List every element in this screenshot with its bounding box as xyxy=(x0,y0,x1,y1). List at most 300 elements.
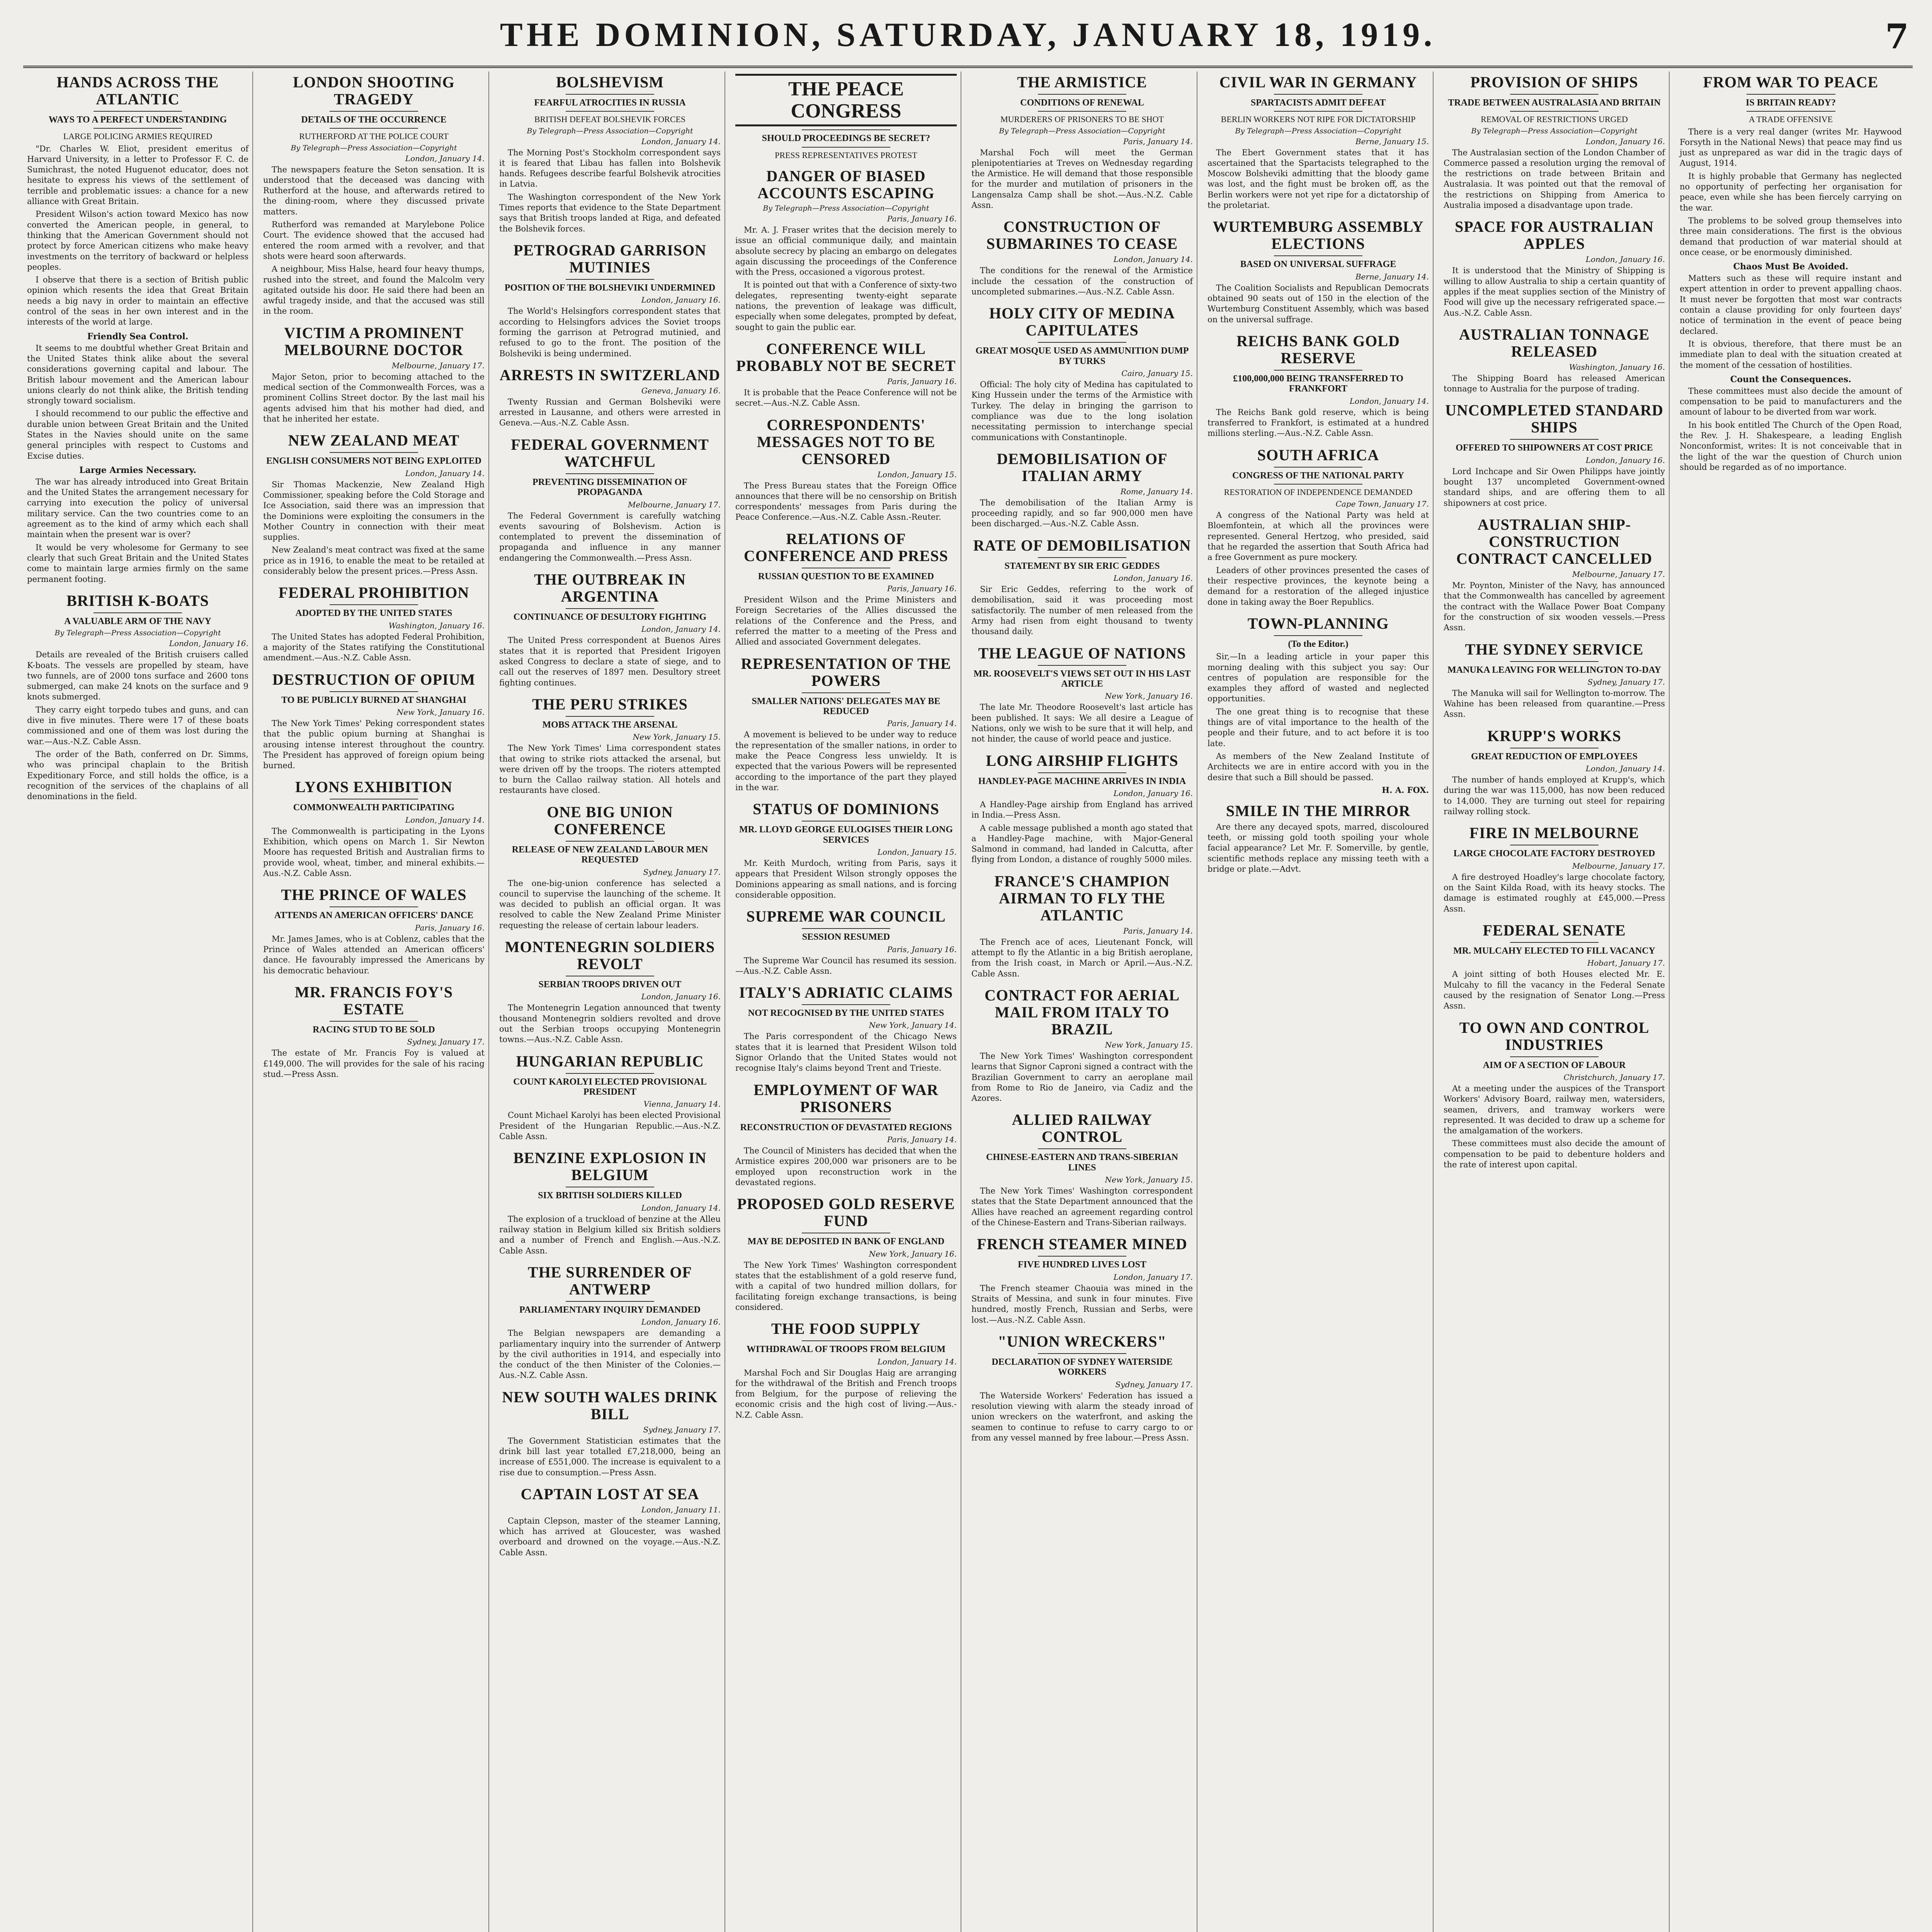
article-headline: FEDERAL PROHIBITION xyxy=(278,584,469,602)
article-dateline: Sydney, January 17. xyxy=(1115,1379,1193,1389)
article-dateline: Paris, January 14. xyxy=(1123,136,1193,146)
article-headline: MONTENEGRIN SOLDIERS REVOLT xyxy=(505,938,715,973)
article-paragraph: Leaders of other provinces presented the cases of their respective provinces, the keynote being a demand for a restoration of the alleged injustice done in taking away the Boer Republics. xyxy=(1208,565,1429,607)
article-paragraph: "Dr. Charles W. Eliot, president emeritus of Harvard University, in a letter to Professor F. C. de Sumichrast, the noted Huguenot educator, does not hesitate to express his views of the settlement of terrible and problematic issues: a chance for a new alliance with Great Britain. xyxy=(27,144,248,206)
article-paragraph: These committees must also decide the amount of compensation to be paid to manufacturers and the amount of labour to be diverted from war work. xyxy=(1680,386,1902,417)
article xyxy=(1444,825,1665,914)
article-dateline: Cairo, January 15. xyxy=(1121,369,1193,378)
article-section-heading: Count the Consequences. xyxy=(1730,374,1852,384)
article-paragraph: Marshal Foch and Sir Douglas Haig are arranging for the withdrawal of the British and French troops from Belgium, for the purpose of relieving the economic crisis and the high cost of living.—Aus.-N.Z. Cable Assn. xyxy=(735,1368,957,1420)
article-headline: NEW SOUTH WALES DRINK BILL xyxy=(502,1388,718,1423)
article-dateline: Paris, January 16. xyxy=(887,376,957,386)
headline-rule xyxy=(1038,1256,1126,1257)
article-subheadline: TRADE BETWEEN AUSTRALASIA AND BRITAIN xyxy=(1448,98,1661,108)
article-headline: BRITISH K-BOATS xyxy=(66,592,209,609)
article xyxy=(499,696,721,796)
column xyxy=(495,71,725,1932)
article-dateline: Hobart, January 17. xyxy=(1587,958,1665,968)
article-subheadline: PREVENTING DISSEMINATION OF PROPAGANDA xyxy=(532,477,687,498)
article xyxy=(735,908,957,976)
article xyxy=(499,367,721,429)
article-subheadline: SIX BRITISH SOLDIERS KILLED xyxy=(538,1190,682,1201)
article-dateline: Washington, January 16. xyxy=(1569,362,1665,372)
article-dateline: Washington, January 16. xyxy=(388,621,485,630)
article-headline: BOLSHEVISM xyxy=(556,73,664,91)
article xyxy=(1444,218,1665,318)
article-dateline: Rome, January 14. xyxy=(1120,486,1193,496)
article-headline: STATUS OF DOMINIONS xyxy=(753,800,939,818)
article-dateline: Melbourne, January 17. xyxy=(1572,861,1665,871)
article-paragraph: Twenty Russian and German Bolsheviki were arrested in Lausanne, and others were arrested in Geneva.—Aus.-N.Z. Cable Assn. xyxy=(499,397,721,428)
article xyxy=(1208,74,1429,211)
article-paragraph: The order of the Bath, conferred on Dr. Simms, who was principal chaplain to the British Expeditionary Force, and still holds the office, is a recognition of the services of the chaplains of all denominations in the field. xyxy=(27,749,248,801)
article-paragraph: Sir Eric Geddes, referring to the work of demobilisation, said it was proceeding most satisfactorily. The number of men released from the Army had risen from eight thousand to twenty thousand daily. xyxy=(971,585,1193,636)
article-headline: BENZINE EXPLOSION IN BELGIUM xyxy=(513,1149,707,1184)
article-paragraph: Rutherford was remanded at Marylebone Police Court. The evidence showed that the accused had entered the room armed with a revolver, and that shots were heard soon afterwards. xyxy=(263,220,485,261)
headline-rule xyxy=(1274,255,1362,256)
article-subheadline: IS BRITAIN READY? xyxy=(1746,98,1836,108)
headline-rule xyxy=(1510,439,1599,440)
article-dateline: Melbourne, January 17. xyxy=(391,361,485,370)
article-paragraph: The New York Times' Washington correspondent learns that Signor Caproni signed a contract with the Brazilian Government to carry an aeroplane mail from Rome to Rio de Janeiro, via Cadiz and the Azores. xyxy=(971,1051,1193,1103)
article-section-heading: Friendly Sea Control. xyxy=(87,331,189,342)
article-paragraph: Captain Clepson, master of the steamer Lanning, which has arrived at Gloucester, was washed overboard and drowned on the voyage.—Aus.-N.Z. Cable Assn. xyxy=(499,1516,721,1557)
article-headline: FRANCE'S CHAMPION AIRMAN TO FLY THE ATLANTIC xyxy=(994,872,1170,924)
article xyxy=(1444,641,1665,720)
article-headline: HUNGARIAN REPUBLIC xyxy=(516,1052,704,1070)
headline-rule xyxy=(1510,661,1599,662)
article xyxy=(1208,218,1429,325)
article xyxy=(735,74,957,160)
headline-rule xyxy=(566,1301,654,1302)
column xyxy=(23,71,253,1932)
article-paragraph: The Supreme War Council has resumed its session.—Aus.-N.Z. Cable Assn. xyxy=(735,956,957,976)
article-section-heading: Large Armies Necessary. xyxy=(79,465,196,475)
article-headline: THE ARMISTICE xyxy=(1017,73,1147,91)
article xyxy=(1680,74,1902,473)
headline-rule xyxy=(330,1021,418,1022)
article xyxy=(499,939,721,1045)
article-paragraph: It would be very wholesome for Germany to see clearly that such Great Britain and the United States come to maintain large armies firmly on the same permanent footing. xyxy=(27,543,248,584)
article xyxy=(1444,728,1665,817)
masthead-title: THE DOMINION, SATURDAY, JANUARY 18, 1919. xyxy=(500,16,1436,54)
article-headline: TOWN-PLANNING xyxy=(1247,614,1389,632)
article-subheadline: BERLIN WORKERS NOT RIPE FOR DICTATORSHIP xyxy=(1221,114,1416,124)
article-dateline: London, January 14. xyxy=(877,1357,957,1366)
article-headline: DEMOBILISATION OF ITALIAN ARMY xyxy=(997,450,1168,485)
article-dateline: Paris, January 14. xyxy=(1123,926,1193,935)
article-headline: WURTEMBURG ASSEMBLY ELECTIONS xyxy=(1213,218,1424,253)
article-headline: CIVIL WAR IN GERMANY xyxy=(1219,73,1417,91)
article-dateline: Paris, January 16. xyxy=(887,944,957,954)
article-byline: By Telegraph—Press Association—Copyright xyxy=(527,126,693,135)
article-headline: FIRE IN MELBOURNE xyxy=(1469,824,1639,842)
newspaper-page xyxy=(23,8,1913,1932)
article-subheadline: ENGLISH CONSUMERS NOT BEING EXPLOITED xyxy=(266,456,481,466)
article-subheadline: RUTHERFORD AT THE POLICE COURT xyxy=(299,131,449,141)
article-headline: ALLIED RAILWAY CONTROL xyxy=(1012,1111,1153,1146)
article-headline: RELATIONS OF CONFERENCE AND PRESS xyxy=(744,530,948,565)
article-headline: EMPLOYMENT OF WAR PRISONERS xyxy=(753,1081,939,1116)
article-paragraph: The problems to be solved group themselves into three main considerations. The first is the obvious demand that production of war material should at once cease, or be enormously diminished. xyxy=(1680,216,1902,257)
headline-rule xyxy=(330,604,418,605)
article-subheadline: COUNT KAROLYI ELECTED PROVISIONAL PRESIDENT xyxy=(513,1077,707,1097)
article xyxy=(499,74,721,234)
article-headline: "UNION WRECKERS" xyxy=(998,1332,1167,1350)
headline-rule xyxy=(1510,111,1599,112)
article xyxy=(735,1196,957,1313)
article-paragraph: The conditions for the renewal of the Armistice include the cessation of the construction of uncompleted submarines.—Aus.-N.Z. Cable Assn. xyxy=(971,266,1193,296)
article-paragraph: Mr. Poynton, Minister of the Navy, has announced that the Commonwealth has cancelled by agreement the contract with the Wallace Power Boat Company for the construction of six wooden vessels.—Press Assn. xyxy=(1444,581,1665,633)
headline-rule xyxy=(94,612,182,613)
headline-rule xyxy=(1274,484,1362,485)
headline-rule xyxy=(802,1004,890,1005)
article-headline: CAPTAIN LOST AT SEA xyxy=(520,1485,699,1503)
article-byline: By Telegraph—Press Association—Copyright xyxy=(291,143,457,152)
article-paragraph: The Manuka will sail for Wellington to-morrow. The Wahine has been released from quarantine.—Press Assn. xyxy=(1444,688,1665,719)
article-paragraph: Sir Thomas Mackenzie, New Zealand High Commissioner, speaking before the Cold Storage and Ice Association, said there was an impression that the Dominions were exploiting the consumers in the Mother Country in connection with their meat supplies. xyxy=(263,480,485,542)
article xyxy=(971,645,1193,745)
article xyxy=(971,537,1193,637)
article-subheadline: DETAILS OF THE OCCURRENCE xyxy=(301,115,447,125)
headline-rule xyxy=(1038,557,1126,558)
article xyxy=(735,417,957,523)
headline-rule xyxy=(1510,1056,1599,1057)
article-headline: FRENCH STEAMER MINED xyxy=(977,1235,1187,1253)
article-paragraph: President Wilson and the Prime Ministers and Foreign Secretaries of the Allies discussed the relations of the Conference and the Press, and referred the matter to a meeting of the Press and Allied and associated Government delegates. xyxy=(735,595,957,647)
headline-rule xyxy=(1038,1148,1126,1149)
article-headline: DANGER OF BIASED ACCOUNTS ESCAPING xyxy=(757,167,935,202)
article-paragraph: Are there any decayed spots, marred, discoloured teeth, or missing gold tooth spoiling your whole facial appearance? Let Mr. F. Somerville, by gentle, scientific methods replace any missing teeth with a bridge or plate.—Advt. xyxy=(1208,822,1429,874)
article-dateline: Melbourne, January 17. xyxy=(628,500,721,509)
article-paragraph: There is a very real danger (writes Mr. Haywood Forsyth in the National News) that peace may find us just as unprepared as war did in the tragic days of August, 1914. xyxy=(1680,127,1902,168)
article-dateline: London, January 16. xyxy=(169,639,248,648)
article-paragraph: The Belgian newspapers are demanding a parliamentary inquiry into the surrender of Antwerp by the civil authorities in 1914, and especially into the conduct of the then Minister of the Colonies.—Aus.-N.Z. Cable Assn. xyxy=(499,1328,721,1380)
headline-rule xyxy=(802,1340,890,1341)
headline-rule xyxy=(566,94,654,95)
article-paragraph: The one great thing is to recognise that these things are of vital importance to the health of the people and their future, and to act before it is too late. xyxy=(1208,707,1429,748)
column xyxy=(259,71,489,1932)
article-paragraph: The New York Times' Washington correspondent states that the State Department announced that the Allies have reached an agreement regarding control of the Chinese-Eastern and Trans-Siberian railways. xyxy=(971,1186,1193,1228)
article-paragraph: New Zealand's meat contract was fixed at the same price as in 1916, to enable the meat to be retailed at considerably below the present prices.—Press Assn. xyxy=(263,545,485,576)
article-paragraph: The late Mr. Theodore Roosevelt's last article has been published. It says: We all desire a League of Nations, only we wish to be sure that it will help, and not hinder, the cause of world peace and justice. xyxy=(971,702,1193,744)
article-dateline: New York, January 15. xyxy=(633,732,721,742)
article-subheadline: CONGRESS OF THE NATIONAL PARTY xyxy=(1232,470,1404,481)
article-dateline: Berne, January 14. xyxy=(1355,272,1429,281)
article-dateline: London, January 16. xyxy=(1585,255,1665,264)
article xyxy=(1208,447,1429,607)
article-headline: DESTRUCTION OF OPIUM xyxy=(272,670,476,688)
article-subheadline: ADOPTED BY THE UNITED STATES xyxy=(295,608,452,619)
article-dateline: London, January 15. xyxy=(877,469,957,479)
column xyxy=(1440,71,1670,1932)
article xyxy=(263,432,485,577)
article-paragraph: The Ebert Government states that it has ascertained that the Spartacists telegraphed to the Moscow Bolsheviki admitting that the bloody game was lost, and the fight must be broken off, as the Berlin workers were not yet ripe for a dictatorship of the proletariat. xyxy=(1208,148,1429,210)
article-subheadline: SPARTACISTS ADMIT DEFEAT xyxy=(1250,98,1386,108)
article xyxy=(735,984,957,1074)
article xyxy=(971,1111,1193,1228)
article-subheadline: MR. LLOYD GEORGE EULOGISES THEIR LONG SERVICES xyxy=(739,825,953,845)
article-subheadline: CHINESE-EASTERN AND TRANS-SIBERIAN LINES xyxy=(986,1152,1178,1173)
article-headline: AUSTRALIAN TONNAGE RELEASED xyxy=(1459,325,1650,360)
article xyxy=(1444,1019,1665,1170)
article-dateline: Paris, January 14. xyxy=(887,1135,957,1145)
article-subheadline: CONTINUANCE OF DESULTORY FIGHTING xyxy=(513,612,707,622)
article-paragraph: At a meeting under the auspices of the Transport Workers' Advisory Board, railway men, watersiders, seamen, drivers, and tramway workers were represented. It was decided to draw up a scheme for the amalgamation of the workers. xyxy=(1444,1083,1665,1136)
article-headline: REICHS BANK GOLD RESERVE xyxy=(1236,332,1400,367)
article-byline: By Telegraph—Press Association—Copyright xyxy=(54,629,221,638)
article xyxy=(735,655,957,793)
article-paragraph: The newspapers feature the Seton sensation. It is understood that the deceased was dancing with Rutherford at the house, and afterwards retired to the dining-room, where they discussed private matters. xyxy=(263,165,485,216)
article-headline: ONE BIG UNION CONFERENCE xyxy=(547,803,673,838)
article-dateline: New York, January 15. xyxy=(1105,1040,1193,1049)
headline-rule xyxy=(1510,94,1599,95)
article-subheadline: COMMONWEALTH PARTICIPATING xyxy=(293,803,455,813)
headline-rule xyxy=(330,906,418,907)
article-paragraph: A fire destroyed Hoadley's large chocolate factory, on the Saint Kilda Road, with its heavy stocks. The damage is estimated roughly at £45,000.—Press Assn. xyxy=(1444,872,1665,913)
article-dateline: Geneva, January 16. xyxy=(641,386,721,395)
article-paragraph: The explosion of a truckload of benzine at the Alleu railway station in Belgium killed six British soldiers and a number of French and English.—Aus.-N.Z. Cable Assn. xyxy=(499,1214,721,1255)
article-headline: CONSTRUCTION OF SUBMARINES TO CEASE xyxy=(986,218,1178,253)
article-headline: UNCOMPLETED STANDARD SHIPS xyxy=(1445,401,1663,436)
article-paragraph: The Waterside Workers' Federation has issued a resolution viewing with alarm the steady inroad of union wreckers on the waterfront, and asking the seamen to continue to refuse to carry cargo to or from any vessel manned by free labour.—Press Assn. xyxy=(971,1391,1193,1442)
article xyxy=(971,1236,1193,1325)
article-dateline: London, January 14. xyxy=(1585,764,1665,774)
article-dateline: London, January 16. xyxy=(1585,455,1665,465)
article-headline: PROPOSED GOLD RESERVE FUND xyxy=(737,1195,955,1230)
headline-rule xyxy=(566,473,654,474)
article-headline: REPRESENTATION OF THE POWERS xyxy=(741,655,951,689)
article-paragraph: It is understood that the Ministry of Shipping is willing to allow Australia to ship a certain quantity of apples if the meat supplies section of the Ministry of Food will give up the necessary refrigerated space.—Aus.-N.Z. Cable Assn. xyxy=(1444,266,1665,318)
article-subheadline: CONDITIONS OF RENEWAL xyxy=(1020,98,1144,108)
article-subheadline: RACING STUD TO BE SOLD xyxy=(313,1024,435,1035)
article-headline: SPACE FOR AUSTRALIAN APPLES xyxy=(1455,218,1654,253)
article xyxy=(735,801,957,900)
article-dateline: Paris, January 16. xyxy=(415,923,485,932)
article-headline: LYONS EXHIBITION xyxy=(295,778,452,796)
article-subheadline: MAY BE DEPOSITED IN BANK OF ENGLAND xyxy=(747,1236,945,1247)
article-headline: THE PEACE CONGRESS xyxy=(735,74,957,126)
article-headline: CONTRACT FOR AERIAL MAIL FROM ITALY TO BRAZIL xyxy=(985,986,1180,1038)
article-paragraph: Details are revealed of the British cruisers called K-boats. The vessels are propelled by steam, have two funnels, are of 2000 tons surface and 2600 tons submerged, can make 24 knots on the surface and 9 knots submerged. xyxy=(27,650,248,702)
article-dateline: Berne, January 15. xyxy=(1355,136,1429,146)
article-headline: FEDERAL GOVERNMENT WATCHFUL xyxy=(511,435,709,470)
article xyxy=(1444,326,1665,395)
article-dateline: London, January 15. xyxy=(877,847,957,857)
article-subheadline: NOT RECOGNISED BY THE UNITED STATES xyxy=(748,1008,944,1019)
article-paragraph: The Federal Government is carefully watching events savouring of Bolshevism. Action is contemplated to prevent the dissemination of propaganda and influence in any manner endangering the Commonwealth.—Press Assn. xyxy=(499,511,721,563)
article-dateline: New York, January 14. xyxy=(869,1020,957,1030)
headline-rule xyxy=(566,716,654,717)
article xyxy=(971,873,1193,979)
article-subheadline: LARGE CHOCOLATE FACTORY DESTROYED xyxy=(1453,849,1655,859)
article-dateline: Paris, January 16. xyxy=(887,584,957,594)
article-subheadline: MR. MULCAHY ELECTED TO FILL VACANCY xyxy=(1453,946,1655,956)
article-headline: CONFERENCE WILL PROBABLY NOT BE SECRET xyxy=(736,340,956,374)
article-headline: THE OUTBREAK IN ARGENTINA xyxy=(534,570,686,605)
article-dateline: Sydney, January 17. xyxy=(643,1425,721,1434)
article-paragraph: A congress of the National Party was held at Bloemfontein, at which all the provinces were represented. General Hertzog, who presided, said that he regarded the assertion that South Africa had a free Government as pure mockery. xyxy=(1208,510,1429,562)
article-paragraph: I should recommend to our public the effective and durable union between Great Britain and the United States in the Navies should unite on the same general principles with respect to Customs and Excise duties. xyxy=(27,409,248,461)
article-paragraph: The Shipping Board has released American tonnage to Australia for the purpose of trading. xyxy=(1444,373,1665,394)
article-paragraph: The French steamer Chaouia was mined in the Straits of Messina, and sunk in four minutes. Five hundred, mostly French, Russian and Serbs, were lost.—Aus.-N.Z. Cable Assn. xyxy=(971,1283,1193,1325)
headline-rule xyxy=(330,452,418,453)
article-subheadline: GREAT MOSQUE USED AS AMMUNITION DUMP BY TURKS xyxy=(975,346,1189,366)
column xyxy=(1204,71,1434,1932)
article-paragraph: The Commonwealth is participating in the Lyons Exhibition, which opens on March 1. Sir Newton Moore has requested British and Australian firms to provide wool, wheat, timber, and mineral exhibits.—Aus.-N.Z. Cable Assn. xyxy=(263,826,485,878)
article-paragraph: Sir,—In a leading article in your paper this morning dealing with this subject you say: Our centres of population are responsible for the examples they afford of wasted and neglected opportunities. xyxy=(1208,652,1429,704)
article-headline: VICTIM A PROMINENT MELBOURNE DOCTOR xyxy=(284,324,464,359)
article-dateline: Cape Town, January 17. xyxy=(1335,499,1429,509)
article-paragraph: The United Press correspondent at Buenos Aires states that it is reported that President Irigoyen asked Congress to declare a state of siege, and to call out the reserves of 1897 men. Desultory street fighting continues. xyxy=(499,636,721,687)
article-headline: CORRESPONDENTS' MESSAGES NOT TO BE CENSORED xyxy=(757,416,935,468)
article-paragraph: It is pointed out that with a Conference of sixty-two delegates, representing twenty-eight separate nations, the prevention of leakage was difficult, especially when some delegates, prompted by defeat, sought to gain the public ear. xyxy=(735,280,957,332)
article-paragraph: Marshal Foch will meet the German plenipotentiaries at Treves on Wednesday regarding the Armistice. He will demand that those responsible for the murder and mutilation of prisoners in the Langensalza Camp shall be shot.—Aus.-N.Z. Cable Assn. xyxy=(971,148,1193,210)
article-paragraph: Lord Inchcape and Sir Owen Philipps have jointly bought 137 uncompleted Government-owned standard ships, and are offering them to all shipowners at cost price. xyxy=(1444,466,1665,508)
article-paragraph: The Paris correspondent of the Chicago News states that it is learned that President Wilson told Signor Orlando that the United States would not recognise Italy's claims beyond Trent and Trieste. xyxy=(735,1032,957,1073)
article-subheadline: RECONSTRUCTION OF DEVASTATED REGIONS xyxy=(740,1122,952,1133)
article-dateline: London, January 16. xyxy=(641,1317,721,1327)
article-paragraph: The Washington correspondent of the New York Times reports that evidence to the State Department says that British troops landed at Riga, and defeated the Bolshevik forces. xyxy=(499,192,721,233)
article xyxy=(499,1264,721,1381)
article xyxy=(971,752,1193,865)
article-subheadline: SHOULD PROCEEDINGS BE SECRET? xyxy=(762,133,930,144)
headline-rule xyxy=(94,128,182,129)
article-paragraph: The Reichs Bank gold reserve, which is being transferred to Frankfort, is estimated at a hundred millions sterling.—Aus.-N.Z. Cable Assn. xyxy=(1208,407,1429,438)
article-paragraph: It is obvious, therefore, that there must be an immediate plan to deal with the situation created at the moment of the cessation of hostilities. xyxy=(1680,339,1902,370)
headline-rule xyxy=(1038,665,1126,666)
article xyxy=(263,886,485,976)
article xyxy=(1208,803,1429,874)
article xyxy=(27,592,248,802)
article-paragraph: The Council of Ministers has decided that when the Armistice expires 200,000 war prisoners are to be employed upon reconstruction work in the devastated regions. xyxy=(735,1146,957,1187)
article-subheadline: FEARFUL ATROCITIES IN RUSSIA xyxy=(534,98,686,108)
article-paragraph: As members of the New Zealand Institute of Architects we are in entire accord with you in the desire that such a Bill should be passed. xyxy=(1208,751,1429,782)
headline-rule xyxy=(1038,342,1126,343)
article-headline: FEDERAL SENATE xyxy=(1483,921,1626,939)
headline-rule xyxy=(330,691,418,692)
article-subheadline: MURDERERS OF PRISONERS TO BE SHOT xyxy=(1000,114,1164,124)
article-subheadline: LARGE POLICING ARMIES REQUIRED xyxy=(63,131,213,141)
article xyxy=(499,1486,721,1558)
article-headline: KRUPP'S WORKS xyxy=(1487,727,1621,745)
article-dateline: London, January 14. xyxy=(1113,255,1193,264)
article-paragraph: The demobilisation of the Italian Army is proceeding rapidly, and so far 900,000 men have been discharged.—Aus.-N.Z. Cable Assn. xyxy=(971,498,1193,529)
article-paragraph: A joint sitting of both Houses elected Mr. E. Mulcahy to fill the vacancy in the Federal Senate caused by the resignation of Senator Long.—Press Assn. xyxy=(1444,969,1665,1011)
article-paragraph: The French ace of aces, Lieutenant Fonck, will attempt to fly the Atlantic in a big British aeroplane, from the Irish coast, in March or April.—Aus.-N.Z. Cable Assn. xyxy=(971,937,1193,978)
article-paragraph: Official: The holy city of Medina has capitulated to King Hussein under the terms of the Armistice with Turkey. The delay in bringing the garrison to compliance was due to the long isolation necessitating permission to interchange special communications with Constantinople. xyxy=(971,380,1193,442)
article xyxy=(1444,922,1665,1012)
article xyxy=(499,1389,721,1478)
article-paragraph: President Wilson's action toward Mexico has now converted the American people, in general, to thinking that the American Government should not protect by force American citizens who make heavy investments on the territory of backward or helpless peoples. xyxy=(27,209,248,272)
article-headline: NEW ZEALAND MEAT xyxy=(288,432,460,449)
headline-rule xyxy=(1038,1353,1126,1354)
article-dateline: Christchurch, January 17. xyxy=(1563,1072,1665,1082)
article xyxy=(971,218,1193,297)
article xyxy=(263,779,485,879)
article xyxy=(735,1320,957,1420)
article-dateline: London, January 14. xyxy=(641,136,721,146)
article-dateline: New York, January 15. xyxy=(1105,1175,1193,1185)
article xyxy=(263,74,485,317)
article-subheadline: BRITISH DEFEAT BOLSHEVIK FORCES xyxy=(534,114,686,124)
article-subheadline: MR. ROOSEVELT'S VIEWS SET OUT IN HIS LAST ARTICLE xyxy=(973,668,1191,689)
article-dateline: London, January 16. xyxy=(641,295,721,305)
article-subheadline: A VALUABLE ARM OF THE NAVY xyxy=(64,616,211,626)
article-paragraph: The one-big-union conference has selected a council to supervise the launching of the scheme. It was decided to publish an official organ. It was resolved to cable the New Zealand Prime Minister requesting the release of certain labour leaders. xyxy=(499,878,721,930)
article-paragraph: The Press Bureau states that the Foreign Office announces that there will be no censorship on British correspondents' messages from Paris during the Peace Conference.—Aus.-N.Z. Cable Assn.-Reuter. xyxy=(735,481,957,522)
article-dateline: London, January 16. xyxy=(1113,573,1193,583)
article xyxy=(735,168,957,333)
article-dateline: Sydney, January 17. xyxy=(407,1037,485,1047)
article xyxy=(27,74,248,585)
article-paragraph: The Coalition Socialists and Republican Democrats obtained 90 seats out of 150 in the election of the Wurtemburg Constituent Assembly, which was based on the universal suffrage. xyxy=(1208,283,1429,324)
article-headline: THE FOOD SUPPLY xyxy=(771,1320,921,1338)
article-headline: ITALY'S ADRIATIC CLAIMS xyxy=(739,984,953,1002)
article xyxy=(263,325,485,424)
article-paragraph: The Montenegrin Legation announced that twenty thousand Montenegrin soldiers revolted and drove out the Serbian troops occupying Montenegrin towns.—Aus.-N.Z. Cable Assn. xyxy=(499,1003,721,1044)
article xyxy=(263,584,485,663)
article-paragraph: A movement is believed to be under way to reduce the representation of the smaller nations, in order to make the Peace Congress less unwieldy. It is expected that the various Powers will be represented according to the importance of the part they played in the war. xyxy=(735,730,957,792)
article-subheadline: FIVE HUNDRED LIVES LOST xyxy=(1018,1260,1146,1270)
article-headline: THE LEAGUE OF NATIONS xyxy=(978,644,1186,662)
article xyxy=(263,671,485,771)
article-headline: THE PRINCE OF WALES xyxy=(281,886,467,904)
article-headline: PROVISION OF SHIPS xyxy=(1470,73,1638,91)
article-paragraph: The Morning Post's Stockholm correspondent says it is feared that Libau has fallen into Bolshevik hands. Refugees describe fearful Bolshevik atrocities in Latvia. xyxy=(499,148,721,189)
article xyxy=(1444,516,1665,633)
article xyxy=(263,984,485,1080)
article-paragraph: A Handley-Page airship from England has arrived in India.—Press Assn. xyxy=(971,799,1193,820)
article-subheadline: BASED ON UNIVERSAL SUFFRAGE xyxy=(1240,259,1396,270)
article-paragraph: The New York Times' Peking correspondent states that the public opium burning at Shanghai is arousing intense interest throughout the country. The President has approved of foreign opium being burned. xyxy=(263,718,485,770)
article-dateline: London, January 14. xyxy=(1349,396,1429,406)
article-dateline: Vienna, January 14. xyxy=(643,1099,721,1109)
article-dateline: London, January 16. xyxy=(1113,788,1193,798)
headline-rule xyxy=(802,129,890,130)
headline-rule xyxy=(566,279,654,280)
headline-rule xyxy=(1274,370,1362,371)
article-paragraph: The United States has adopted Federal Prohibition, a majority of the States ratifying the Constitutional amendment.—Aus.-N.Z. Cable Assn. xyxy=(263,632,485,663)
headline-rule xyxy=(802,928,890,929)
article-dateline: New York, January 16. xyxy=(396,707,485,717)
article xyxy=(735,1082,957,1188)
article-dateline: London, January 14. xyxy=(405,153,485,163)
article-headline: THE SURRENDER OF ANTWERP xyxy=(528,1263,692,1298)
headline-rule xyxy=(1274,111,1362,112)
article-headline: TO OWN AND CONTROL INDUSTRIES xyxy=(1459,1019,1650,1053)
article-dateline: London, January 14. xyxy=(641,1203,721,1213)
article-paragraph: A cable message published a month ago stated that a Handley-Page machine, with Major-General Salmond in command, had landed in Calcutta, after flying from London, a distance of roughly 5000 miles. xyxy=(971,823,1193,864)
article-subheadline: AIM OF A SECTION OF LABOUR xyxy=(1483,1060,1626,1070)
article xyxy=(735,531,957,648)
headline-rule xyxy=(566,1073,654,1074)
article-subheadline: TO BE PUBLICLY BURNED AT SHANGHAI xyxy=(281,695,466,705)
article-subheadline: MOBS ATTACK THE ARSENAL xyxy=(542,719,678,730)
article-subheadline: WAYS TO A PERFECT UNDERSTANDING xyxy=(48,115,227,125)
article xyxy=(1444,402,1665,509)
headline-rule xyxy=(330,111,418,112)
article xyxy=(499,804,721,931)
article-dateline: Melbourne, January 17. xyxy=(1572,570,1665,579)
article xyxy=(499,1150,721,1256)
headline-rule xyxy=(330,128,418,129)
article-headline: MR. FRANCIS FOY'S ESTATE xyxy=(294,983,453,1018)
headline-rule xyxy=(1038,111,1126,112)
article-paragraph: The World's Helsingfors correspondent states that according to Helsingfors advices the Soviet troops forming the garrison at Petrograd mutinied, and refused to go to the front. The position of the Bolsheviki is being undermined. xyxy=(499,306,721,358)
article-headline: THE PERU STRIKES xyxy=(532,695,688,713)
article-paragraph: Major Seton, prior to becoming attached to the medical section of the Commonwealth Forces, was a prominent Collins Street doctor. By the last mail his agents advised him that his mother had died, and that he inherited her estate. xyxy=(263,372,485,423)
